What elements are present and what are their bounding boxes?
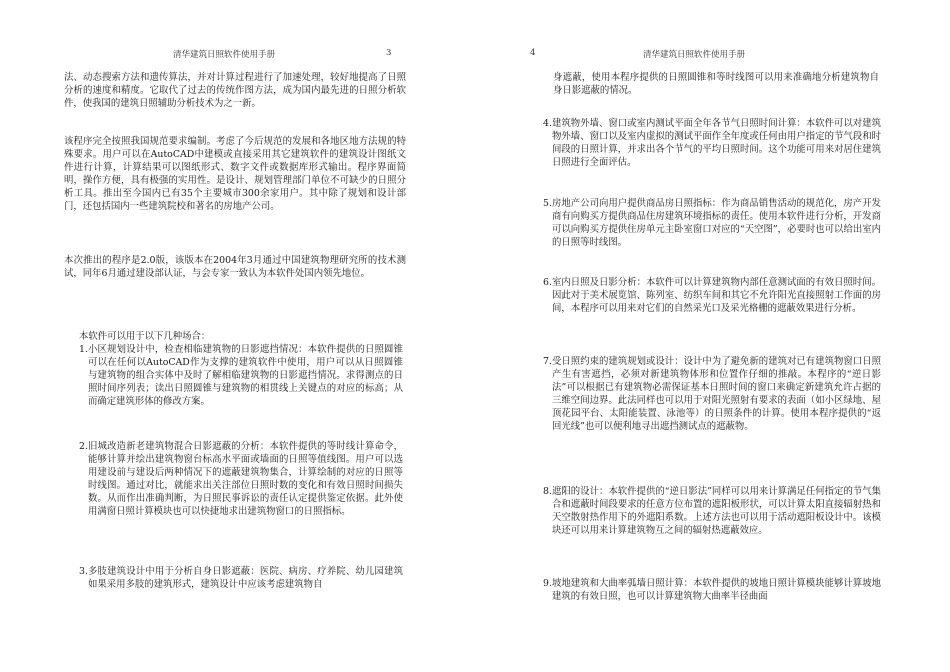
list-item-text: 遮阳的设计：本软件提供的“逆日影法”同样可以用来计算满足任何指定的节气集合和遮蔽时间段要求的任意方位布置的遮阳板形状，可以计算太阳直接辐射热和天空散射热作用下的外遮阳系数。上述方法也可以用于活动遮阳板设计中。该模块还可以用来计算建筑物互之间的辐射热遮蔽效应。 [552,486,881,536]
list-item [543,577,881,603]
left-header-title: 清华建筑日照软件使用手册 [173,50,276,60]
left-page-number: 3 [386,48,392,58]
right-header-title: 清华建筑日照软件使用手册 [643,50,746,60]
list-item-number: 5. [543,198,552,209]
list-item [79,565,403,591]
paragraph-continuation: 身遮蔽，使用本程序提供的日照圆锥和等时线图可以用来准确地分析建筑物自身日影遮蔽的情况。 [553,72,879,96]
right-page [475,0,950,672]
right-page-number: 4 [530,48,536,58]
list-item-text: 多肢建筑设计中用于分析自身日影遮蔽：医院、病房、疗养院、幼儿园建筑如果采用多肢的建筑形式，建筑设计中应该考虑建筑物自 [88,566,403,590]
list-item-text: 坡地建筑和大曲率弧墙日照计算：本软件提供的坡地日照计算模块能够计算坡地建筑的有效日照，也可以计算建筑物大曲率半径曲面 [552,578,881,602]
list-item-text: 室内日照及日影分析：本软件可以计算建筑物内部任意测试面的有效日照时间。因此对于美术展览馆、陈列室、纺织车间和其它不允许阳光直接照射工作面的房间，本程序可以用来对它们的自然采光口及采光格栅的遮蔽效果进行分析。 [552,277,881,314]
list-item [543,276,881,315]
list-item-text: 受日照约束的建筑规划或设计：设计中为了避免新的建筑对已有建筑物窗口日照产生有害遮挡，必须对新建筑物体形和位置作仔细的推敲。本程序的“逆日影法”可以根据已有建筑物必需保证基本日照时间的窗口来确定新建筑允许占据的三维空间边界。此法同样也可以用于对阳光照射有要求的表面（如小区绿地、屋顶花园平台、太阳能装置、泳池等）的日照条件的计算。使用本程序提供的“返回光线”也可以便利地寻出遮挡测试点的遮蔽物。 [552,356,881,432]
list-item-number: 9. [543,578,552,589]
paragraph-intro: 法、动态搜索方法和遗传算法，并对计算过程进行了加速处理，较好地提高了日照分析的速度和精度。它取代了过去的传统作图方法，成为国内最先进的日照分析软件，使我国的建筑日照辅助分析技术为之一新。 [64,72,406,109]
list-item-number: 2. [79,441,88,452]
list-item-text: 建筑物外墙、窗口或室内测试平面全年各节气日照时间计算：本软件可以对建筑物外墙、窗口以及室内虚拟的测试平面作全年度或任何由用户指定的节气段和时间段的日照计算，并求出各个节气的平均日照时间。这个功能可用来对居住建筑日照进行全面评估。 [552,118,881,168]
list-item-number: 7. [543,356,552,367]
list-item-number: 4. [543,118,552,129]
list-item-text: 房地产公司向用户提供商品房日照指标：作为商品销售活动的规范化，房产开发商有向购买方提供商品住房建筑环境指标的责任。使用本软件进行分析，开发商可以向购买方提供住房单元主卧室窗口对应的“天空图”，必要时也可以给出室内的日照等时线图。 [552,198,881,248]
list-item [543,117,881,169]
list-item [543,355,881,433]
list-intro: 本软件可以用于以下几种场合： [79,331,211,342]
paragraph-version: 本次推出的程序是2.0版，该版本在2004年3月通过中国建筑物理研究所的技术测试，同年6月通过建设部认证，与会专家一致认为本软件处国内领先地位。 [64,255,406,279]
list-item-number: 1. [79,344,88,355]
list-item [543,485,881,537]
list-item-text: 小区规划设计中，检查相临建筑物的日影遮挡情况：本软件提供的日照圆锥可以在任何以AutoCAD作为支撑的建筑软件中使用，用户可以从日照圆锥与建筑物的组合实体中及时了解相临建筑物的日影遮挡情况。求得测点的日照时间序列表；读出日照圆锥与建筑物的相贯线上关键点的对应的标高；从而确定建筑形体的修改方案。 [88,344,403,407]
list-item [543,197,881,249]
list-item-text: 旧城改造新老建筑物混合日影遮蔽的分析：本软件提供的等时线计算命令，能够计算并绘出建筑物窗台标高水平面或墙面的日照等值线图。用户可以选用建设前与建设后两种情况下的遮蔽建筑物集合，计算绘制的对应的日照等时线图。通过对比，就能求出关注部位日照时数的变化和有效日照时间损失数。从而作出准确判断，为日照民事诉讼的责任认定提供鉴定依据。此外使用满窗日照计算模块也可以快捷地求出建筑物窗口的日照指标。 [88,441,403,517]
list-item [79,343,403,408]
list-item-number: 3. [79,566,88,577]
list-item-number: 6. [543,277,552,288]
list-item-number: 8. [543,486,552,497]
paragraph-standards: 该程序完全按照我国规范要求编制。考虑了今后规范的发展和各地区地方法规的特殊要求。用户可以在AutoCAD中建模或直接采用其它建筑软件的建筑设计图纸文件进行计算，计算结果可以图纸形式、数字文件或数据库形式输出。程序界面简明，操作方便，具有极强的实用性。是设计、规划管理部门单位不可缺少的日照分析工具。推出至今国内已有35个主要城市300余家用户。其中除了规划和设计部门，还包括国内一些建筑院校和著名的房地产公司。 [64,136,406,212]
list-item [79,440,403,518]
